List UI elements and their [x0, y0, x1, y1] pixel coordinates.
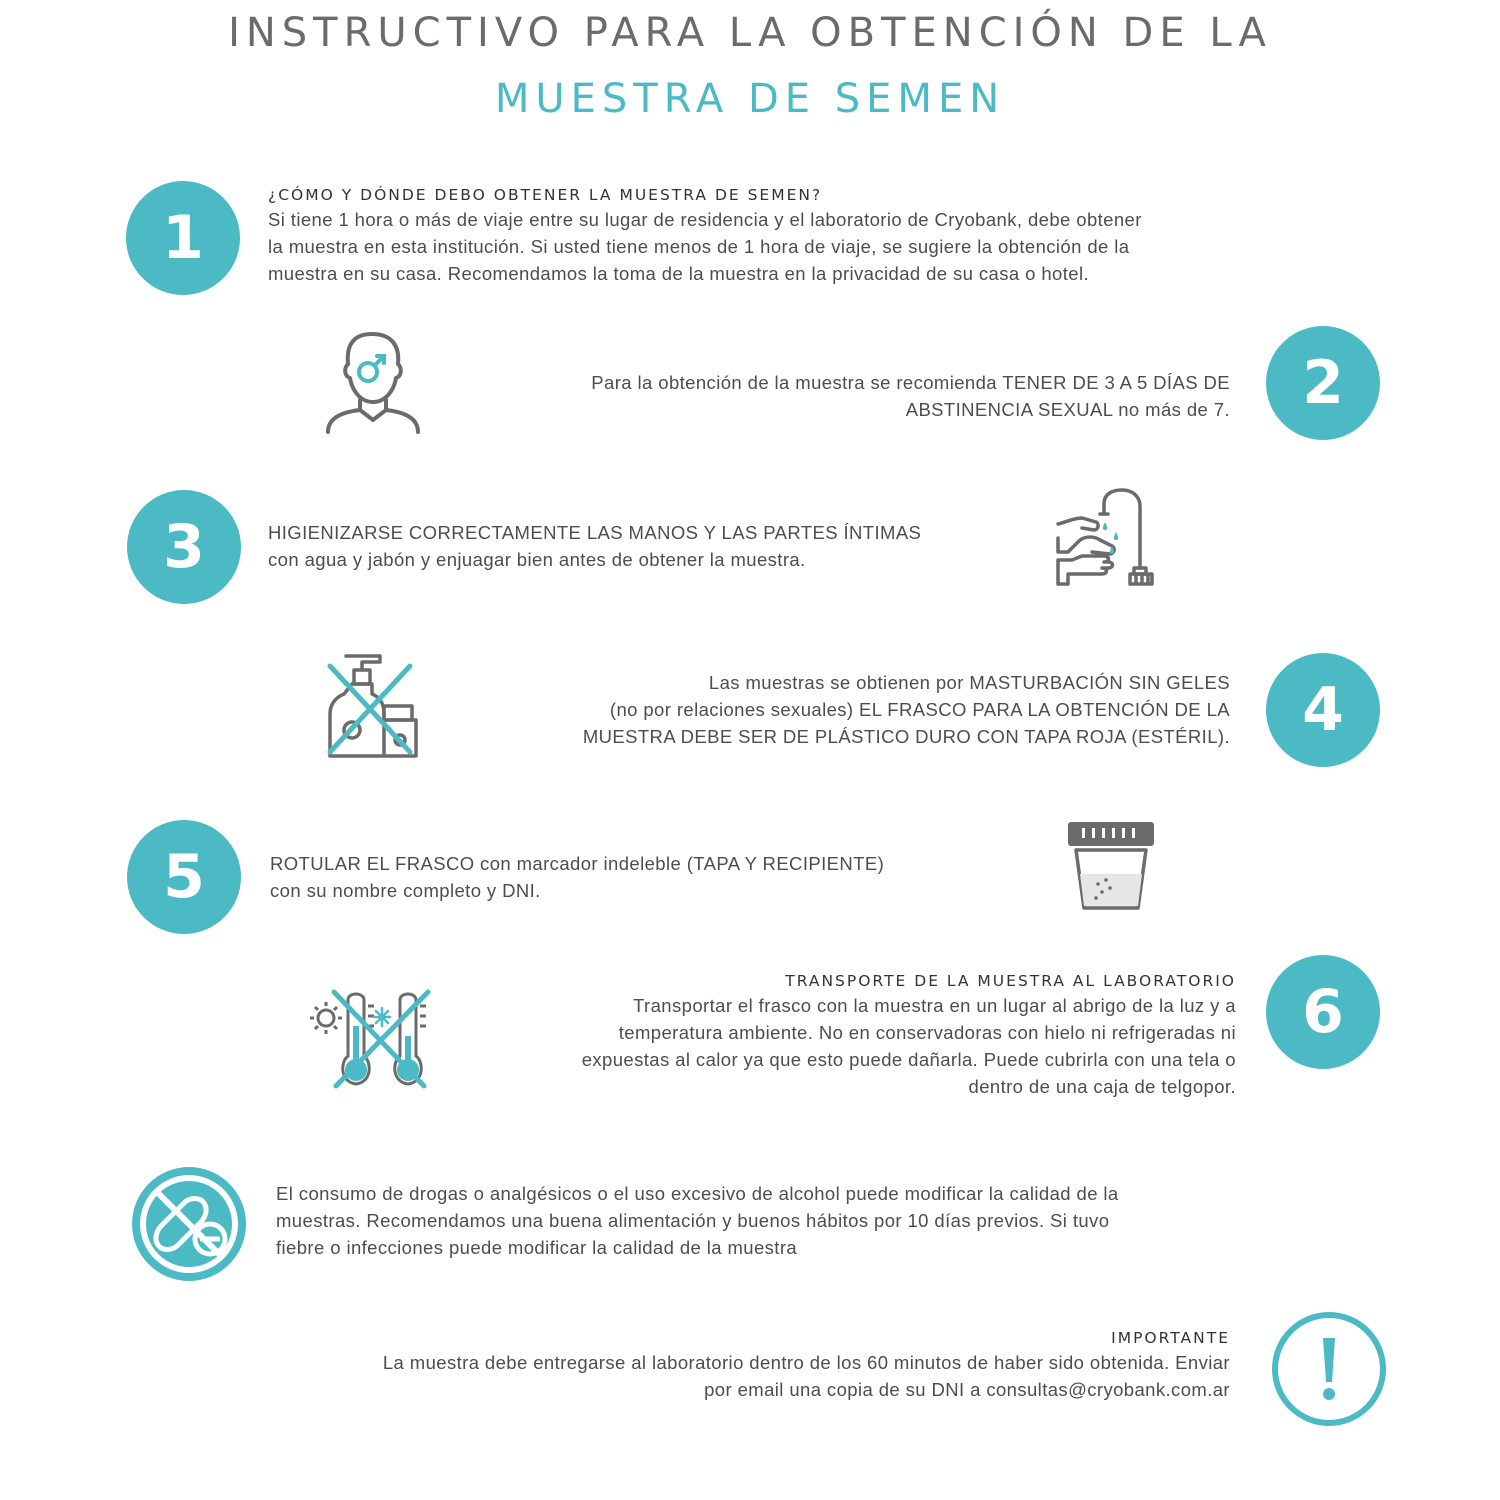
step-3-line: con agua y jabón y enjuagar bien antes de obtener la muestra. — [268, 549, 806, 570]
step-4-line: MUESTRA DEBE SER DE PLÁSTICO DURO CON TAPA ROJA (ESTÉRIL). — [582, 726, 1230, 747]
no-temperature-icon — [306, 986, 436, 1090]
step-3-text — [268, 519, 921, 573]
step-1-line: la muestra en esta institución. Si usted tiene menos de 1 hora de viaje, se sugiere la obtención de la — [268, 236, 1130, 257]
step-4-line: (no por relaciones sexuales) EL FRASCO PARA LA OBTENCIÓN DE LA — [609, 699, 1230, 720]
step-2-line: Para la obtención de la muestra se recomienda TENER DE 3 A 5 DÍAS DE — [591, 372, 1230, 393]
page-title: INSTRUCTIVO PARA LA OBTENCIÓN DE LA — [228, 10, 1272, 56]
step-4-number: 4 — [1266, 653, 1380, 767]
page-subtitle: MUESTRA DE SEMEN — [494, 76, 1006, 122]
drugs-note-line: fiebre o infecciones puede modificar la calidad de la muestra — [276, 1237, 798, 1258]
step-2-line: ABSTINENCIA SEXUAL no más de 7. — [905, 399, 1230, 420]
important-line: por email una copia de su DNI a consultas@cryobank.com.ar — [704, 1379, 1230, 1400]
step-1-text — [268, 184, 1142, 287]
step-1-line: Si tiene 1 hora o más de viaje entre su lugar de residencia y el laboratorio de Cryobank, debe obtener — [268, 209, 1142, 230]
step-6-line: expuestas al calor ya que esto puede dañarla. Puede cubrirla con una tela o — [581, 1049, 1236, 1070]
step-6-line: temperatura ambiente. No en conservadoras con hielo ni refrigeradas ni — [618, 1022, 1236, 1043]
step-4-text — [583, 669, 1230, 750]
step-6-heading: TRANSPORTE DE LA MUESTRA AL LABORATORIO — [785, 972, 1236, 990]
step-1-heading: ¿CÓMO Y DÓNDE DEBO OBTENER LA MUESTRA DE SEMEN? — [268, 186, 823, 204]
step-3-line: HIGIENIZARSE CORRECTAMENTE LAS MANOS Y LAS PARTES ÍNTIMAS — [268, 522, 922, 543]
step-6-text — [582, 970, 1236, 1100]
no-gel-icon — [322, 652, 422, 762]
step-1-number: 1 — [126, 181, 240, 295]
male-person-icon — [320, 328, 428, 438]
step-2-text — [591, 369, 1230, 423]
drugs-note-text — [276, 1180, 1119, 1261]
exclamation-icon — [1270, 1310, 1388, 1428]
step-4-line: Las muestras se obtienen por MASTURBACIÓN SIN GELES — [708, 672, 1230, 693]
step-1-line: muestra en su casa. Recomendamos la toma de la muestra en la privacidad de su casa o hotel. — [268, 263, 1090, 284]
step-5-number: 5 — [127, 820, 241, 934]
step-3-number: 3 — [127, 490, 241, 604]
step-6-line: Transportar el frasco con la muestra en un lugar al abrigo de la luz y a — [633, 995, 1236, 1016]
no-pills-icon — [132, 1167, 246, 1281]
drugs-note-line: El consumo de drogas o analgésicos o el uso excesivo de alcohol puede modificar la calidad de la — [276, 1183, 1119, 1204]
step-5-line: con su nombre completo y DNI. — [270, 880, 541, 901]
sample-cup-icon — [1066, 820, 1156, 912]
important-heading: IMPORTANTE — [1111, 1329, 1230, 1347]
important-note-text — [383, 1327, 1230, 1403]
step-2-number: 2 — [1266, 326, 1380, 440]
hand-washing-icon — [1052, 488, 1160, 590]
step-5-text — [270, 850, 884, 904]
step-6-number: 6 — [1266, 955, 1380, 1069]
drugs-note-line: muestras. Recomendamos una buena alimentación y buenos hábitos por 10 días previos. Si tuvo — [276, 1210, 1110, 1231]
step-6-line: dentro de una caja de telgopor. — [968, 1076, 1236, 1097]
step-5-line: ROTULAR EL FRASCO con marcador indeleble (TAPA Y RECIPIENTE) — [270, 853, 885, 874]
important-line: La muestra debe entregarse al laboratorio dentro de los 60 minutos de haber sido obtenida. Enviar — [382, 1352, 1230, 1373]
